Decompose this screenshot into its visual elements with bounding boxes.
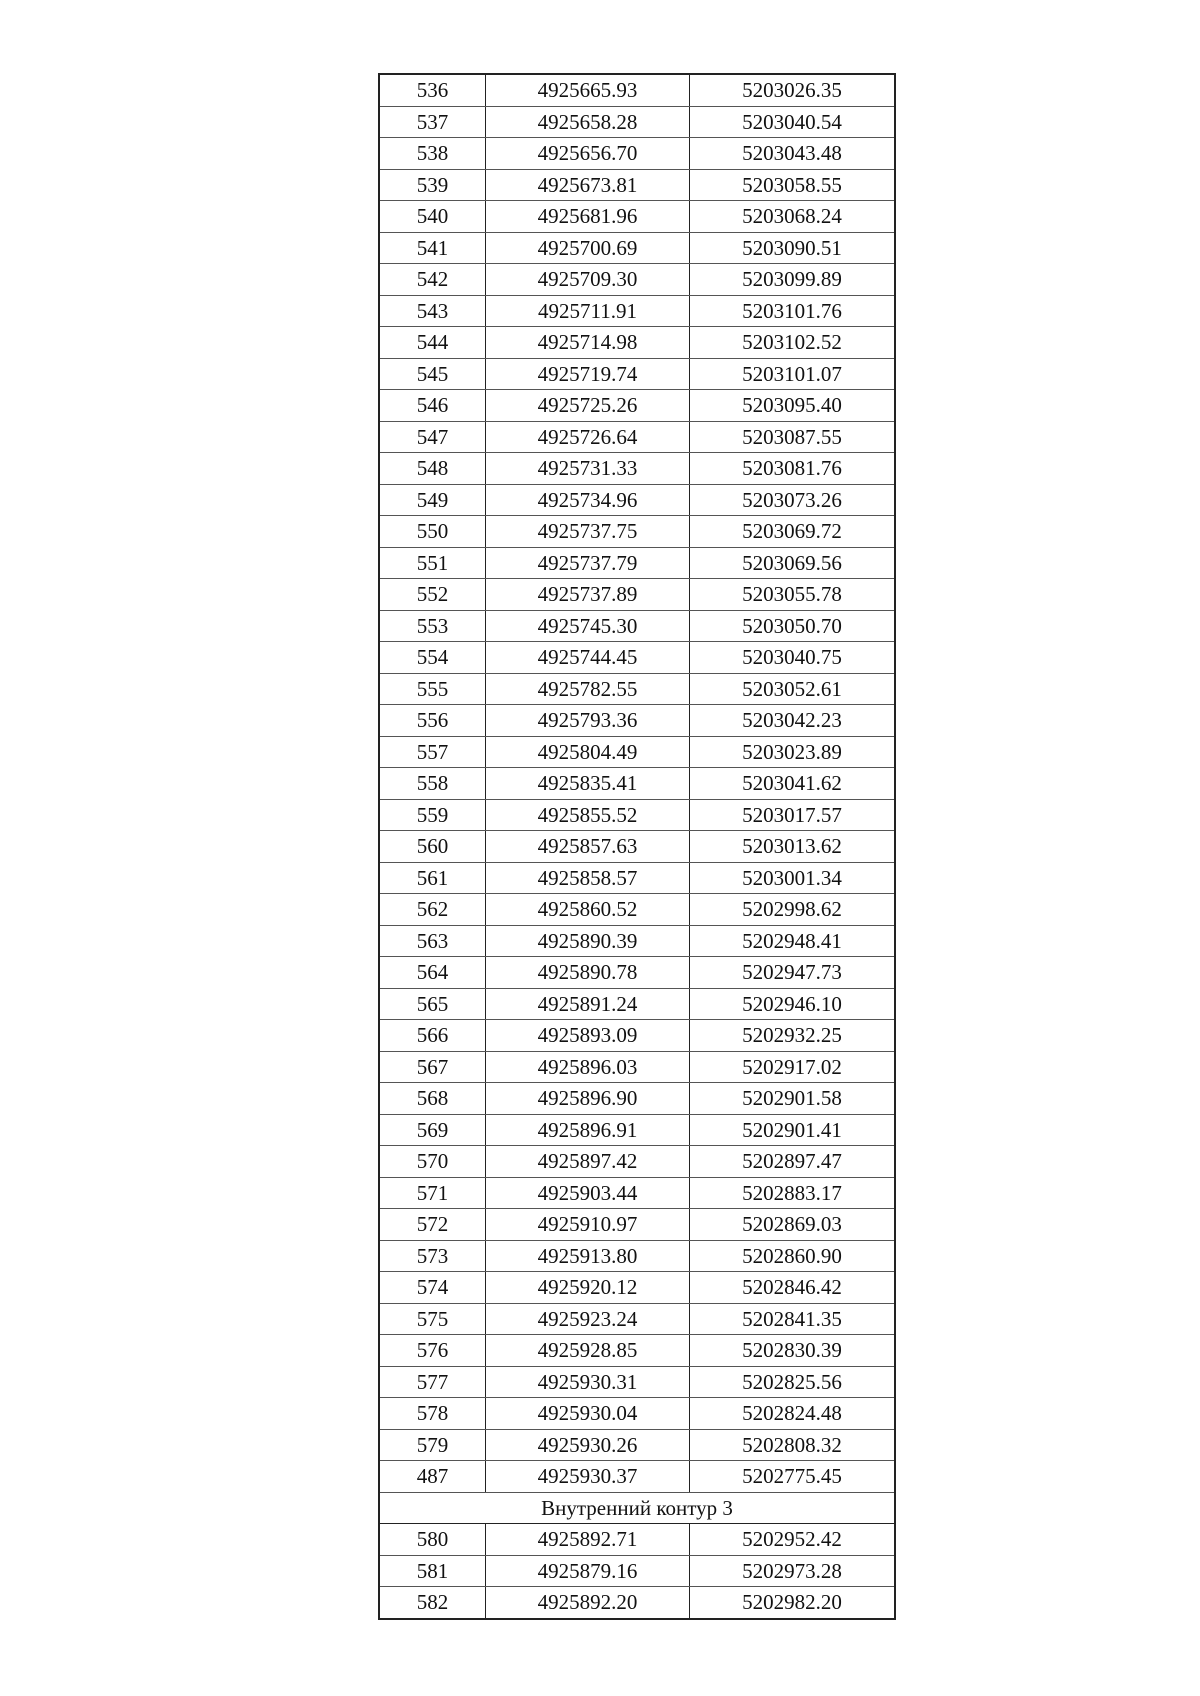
- x-coordinate-cell: 4925892.20: [486, 1587, 690, 1619]
- table-row: [379, 264, 895, 296]
- y-coordinate-cell: 5203017.57: [690, 799, 896, 831]
- point-number-cell: 536: [379, 74, 486, 106]
- x-coordinate-cell: 4925930.37: [486, 1461, 690, 1493]
- x-coordinate-cell: 4925725.26: [486, 390, 690, 422]
- x-coordinate-cell: 4925855.52: [486, 799, 690, 831]
- coordinates-table-body-part1: [379, 74, 895, 1492]
- x-coordinate-cell: 4925719.74: [486, 358, 690, 390]
- y-coordinate-cell: 5202952.42: [690, 1524, 896, 1556]
- point-number-cell: 541: [379, 232, 486, 264]
- table-row: [379, 1209, 895, 1241]
- point-number-cell: 576: [379, 1335, 486, 1367]
- point-number-cell: 577: [379, 1366, 486, 1398]
- point-number-cell: 565: [379, 988, 486, 1020]
- point-number-cell: 580: [379, 1524, 486, 1556]
- y-coordinate-cell: 5203102.52: [690, 327, 896, 359]
- y-coordinate-cell: 5203090.51: [690, 232, 896, 264]
- point-number-cell: 567: [379, 1051, 486, 1083]
- table-row: [379, 957, 895, 989]
- point-number-cell: 579: [379, 1429, 486, 1461]
- table-row: [379, 138, 895, 170]
- section-title: Внутренний контур 3: [379, 1492, 895, 1524]
- x-coordinate-cell: 4925910.97: [486, 1209, 690, 1241]
- table-row: [379, 358, 895, 390]
- table-row: [379, 1524, 895, 1556]
- x-coordinate-cell: 4925913.80: [486, 1240, 690, 1272]
- table-row: [379, 169, 895, 201]
- table-row: [379, 768, 895, 800]
- table-row: [379, 673, 895, 705]
- table-row: [379, 1366, 895, 1398]
- table-row: [379, 1240, 895, 1272]
- point-number-cell: 540: [379, 201, 486, 233]
- coordinates-table: [378, 73, 896, 1620]
- point-number-cell: 550: [379, 516, 486, 548]
- x-coordinate-cell: 4925737.75: [486, 516, 690, 548]
- point-number-cell: 487: [379, 1461, 486, 1493]
- point-number-cell: 559: [379, 799, 486, 831]
- point-number-cell: 572: [379, 1209, 486, 1241]
- point-number-cell: 575: [379, 1303, 486, 1335]
- table-row: [379, 1114, 895, 1146]
- x-coordinate-cell: 4925892.71: [486, 1524, 690, 1556]
- table-row: [379, 390, 895, 422]
- x-coordinate-cell: 4925656.70: [486, 138, 690, 170]
- point-number-cell: 562: [379, 894, 486, 926]
- x-coordinate-cell: 4925893.09: [486, 1020, 690, 1052]
- x-coordinate-cell: 4925782.55: [486, 673, 690, 705]
- point-number-cell: 568: [379, 1083, 486, 1115]
- y-coordinate-cell: 5202775.45: [690, 1461, 896, 1493]
- table-row: [379, 1146, 895, 1178]
- x-coordinate-cell: 4925726.64: [486, 421, 690, 453]
- y-coordinate-cell: 5203023.89: [690, 736, 896, 768]
- y-coordinate-cell: 5203069.72: [690, 516, 896, 548]
- y-coordinate-cell: 5203073.26: [690, 484, 896, 516]
- x-coordinate-cell: 4925673.81: [486, 169, 690, 201]
- y-coordinate-cell: 5202883.17: [690, 1177, 896, 1209]
- x-coordinate-cell: 4925860.52: [486, 894, 690, 926]
- x-coordinate-cell: 4925923.24: [486, 1303, 690, 1335]
- y-coordinate-cell: 5202998.62: [690, 894, 896, 926]
- point-number-cell: 564: [379, 957, 486, 989]
- point-number-cell: 571: [379, 1177, 486, 1209]
- x-coordinate-cell: 4925744.45: [486, 642, 690, 674]
- point-number-cell: 569: [379, 1114, 486, 1146]
- y-coordinate-cell: 5203087.55: [690, 421, 896, 453]
- y-coordinate-cell: 5202841.35: [690, 1303, 896, 1335]
- table-row: [379, 201, 895, 233]
- y-coordinate-cell: 5202973.28: [690, 1555, 896, 1587]
- x-coordinate-cell: 4925896.91: [486, 1114, 690, 1146]
- table-row: [379, 1587, 895, 1619]
- table-row: [379, 894, 895, 926]
- table-row: [379, 1177, 895, 1209]
- table-row: [379, 1335, 895, 1367]
- x-coordinate-cell: 4925903.44: [486, 1177, 690, 1209]
- y-coordinate-cell: 5203101.76: [690, 295, 896, 327]
- x-coordinate-cell: 4925709.30: [486, 264, 690, 296]
- x-coordinate-cell: 4925835.41: [486, 768, 690, 800]
- x-coordinate-cell: 4925793.36: [486, 705, 690, 737]
- table-row: [379, 1398, 895, 1430]
- y-coordinate-cell: 5202825.56: [690, 1366, 896, 1398]
- x-coordinate-cell: 4925857.63: [486, 831, 690, 863]
- x-coordinate-cell: 4925928.85: [486, 1335, 690, 1367]
- table-row: [379, 453, 895, 485]
- x-coordinate-cell: 4925804.49: [486, 736, 690, 768]
- x-coordinate-cell: 4925858.57: [486, 862, 690, 894]
- point-number-cell: 581: [379, 1555, 486, 1587]
- table-row: [379, 106, 895, 138]
- y-coordinate-cell: 5203081.76: [690, 453, 896, 485]
- x-coordinate-cell: 4925930.26: [486, 1429, 690, 1461]
- table-row: [379, 1051, 895, 1083]
- x-coordinate-cell: 4925891.24: [486, 988, 690, 1020]
- point-number-cell: 547: [379, 421, 486, 453]
- table-row: [379, 579, 895, 611]
- point-number-cell: 554: [379, 642, 486, 674]
- x-coordinate-cell: 4925658.28: [486, 106, 690, 138]
- point-number-cell: 537: [379, 106, 486, 138]
- y-coordinate-cell: 5202932.25: [690, 1020, 896, 1052]
- y-coordinate-cell: 5203069.56: [690, 547, 896, 579]
- table-row: [379, 642, 895, 674]
- point-number-cell: 570: [379, 1146, 486, 1178]
- table-row: [379, 1020, 895, 1052]
- point-number-cell: 546: [379, 390, 486, 422]
- point-number-cell: 566: [379, 1020, 486, 1052]
- x-coordinate-cell: 4925665.93: [486, 74, 690, 106]
- point-number-cell: 578: [379, 1398, 486, 1430]
- x-coordinate-cell: 4925700.69: [486, 232, 690, 264]
- y-coordinate-cell: 5203101.07: [690, 358, 896, 390]
- y-coordinate-cell: 5202824.48: [690, 1398, 896, 1430]
- coordinates-table-container: [378, 73, 890, 1620]
- y-coordinate-cell: 5203043.48: [690, 138, 896, 170]
- point-number-cell: 551: [379, 547, 486, 579]
- y-coordinate-cell: 5203013.62: [690, 831, 896, 863]
- y-coordinate-cell: 5202917.02: [690, 1051, 896, 1083]
- x-coordinate-cell: 4925930.31: [486, 1366, 690, 1398]
- y-coordinate-cell: 5203095.40: [690, 390, 896, 422]
- table-row: [379, 862, 895, 894]
- x-coordinate-cell: 4925896.03: [486, 1051, 690, 1083]
- y-coordinate-cell: 5202897.47: [690, 1146, 896, 1178]
- point-number-cell: 548: [379, 453, 486, 485]
- y-coordinate-cell: 5202901.58: [690, 1083, 896, 1115]
- table-row: [379, 1555, 895, 1587]
- table-row: [379, 925, 895, 957]
- point-number-cell: 544: [379, 327, 486, 359]
- y-coordinate-cell: 5203001.34: [690, 862, 896, 894]
- table-row: [379, 1303, 895, 1335]
- point-number-cell: 574: [379, 1272, 486, 1304]
- point-number-cell: 558: [379, 768, 486, 800]
- y-coordinate-cell: 5202901.41: [690, 1114, 896, 1146]
- y-coordinate-cell: 5202808.32: [690, 1429, 896, 1461]
- table-row: [379, 421, 895, 453]
- x-coordinate-cell: 4925731.33: [486, 453, 690, 485]
- x-coordinate-cell: 4925930.04: [486, 1398, 690, 1430]
- y-coordinate-cell: 5203041.62: [690, 768, 896, 800]
- x-coordinate-cell: 4925879.16: [486, 1555, 690, 1587]
- point-number-cell: 545: [379, 358, 486, 390]
- x-coordinate-cell: 4925745.30: [486, 610, 690, 642]
- y-coordinate-cell: 5202869.03: [690, 1209, 896, 1241]
- y-coordinate-cell: 5203099.89: [690, 264, 896, 296]
- point-number-cell: 573: [379, 1240, 486, 1272]
- x-coordinate-cell: 4925714.98: [486, 327, 690, 359]
- table-row: [379, 516, 895, 548]
- table-row: [379, 484, 895, 516]
- x-coordinate-cell: 4925711.91: [486, 295, 690, 327]
- table-row: [379, 1272, 895, 1304]
- y-coordinate-cell: 5202860.90: [690, 1240, 896, 1272]
- table-row: [379, 831, 895, 863]
- x-coordinate-cell: 4925920.12: [486, 1272, 690, 1304]
- y-coordinate-cell: 5203052.61: [690, 673, 896, 705]
- table-row: [379, 232, 895, 264]
- x-coordinate-cell: 4925734.96: [486, 484, 690, 516]
- y-coordinate-cell: 5203068.24: [690, 201, 896, 233]
- section-header-row: [379, 1492, 895, 1524]
- point-number-cell: 552: [379, 579, 486, 611]
- y-coordinate-cell: 5202846.42: [690, 1272, 896, 1304]
- x-coordinate-cell: 4925890.78: [486, 957, 690, 989]
- point-number-cell: 563: [379, 925, 486, 957]
- table-row: [379, 988, 895, 1020]
- x-coordinate-cell: 4925737.79: [486, 547, 690, 579]
- table-row: [379, 327, 895, 359]
- x-coordinate-cell: 4925737.89: [486, 579, 690, 611]
- point-number-cell: 557: [379, 736, 486, 768]
- table-row: [379, 295, 895, 327]
- point-number-cell: 542: [379, 264, 486, 296]
- point-number-cell: 553: [379, 610, 486, 642]
- y-coordinate-cell: 5203058.55: [690, 169, 896, 201]
- point-number-cell: 582: [379, 1587, 486, 1619]
- table-row: [379, 610, 895, 642]
- x-coordinate-cell: 4925896.90: [486, 1083, 690, 1115]
- table-row: [379, 1083, 895, 1115]
- y-coordinate-cell: 5202948.41: [690, 925, 896, 957]
- y-coordinate-cell: 5202946.10: [690, 988, 896, 1020]
- x-coordinate-cell: 4925681.96: [486, 201, 690, 233]
- y-coordinate-cell: 5203042.23: [690, 705, 896, 737]
- x-coordinate-cell: 4925890.39: [486, 925, 690, 957]
- table-row: [379, 1461, 895, 1493]
- point-number-cell: 556: [379, 705, 486, 737]
- table-row: [379, 705, 895, 737]
- table-row: [379, 547, 895, 579]
- point-number-cell: 538: [379, 138, 486, 170]
- point-number-cell: 561: [379, 862, 486, 894]
- y-coordinate-cell: 5202830.39: [690, 1335, 896, 1367]
- y-coordinate-cell: 5203050.70: [690, 610, 896, 642]
- y-coordinate-cell: 5202947.73: [690, 957, 896, 989]
- point-number-cell: 549: [379, 484, 486, 516]
- y-coordinate-cell: 5202982.20: [690, 1587, 896, 1619]
- table-row: [379, 1429, 895, 1461]
- point-number-cell: 555: [379, 673, 486, 705]
- point-number-cell: 539: [379, 169, 486, 201]
- point-number-cell: 543: [379, 295, 486, 327]
- y-coordinate-cell: 5203040.54: [690, 106, 896, 138]
- y-coordinate-cell: 5203026.35: [690, 74, 896, 106]
- y-coordinate-cell: 5203055.78: [690, 579, 896, 611]
- table-row: [379, 74, 895, 106]
- x-coordinate-cell: 4925897.42: [486, 1146, 690, 1178]
- table-row: [379, 736, 895, 768]
- point-number-cell: 560: [379, 831, 486, 863]
- y-coordinate-cell: 5203040.75: [690, 642, 896, 674]
- table-row: [379, 799, 895, 831]
- coordinates-table-body-part2: [379, 1524, 895, 1619]
- section-header-group: [379, 1492, 895, 1524]
